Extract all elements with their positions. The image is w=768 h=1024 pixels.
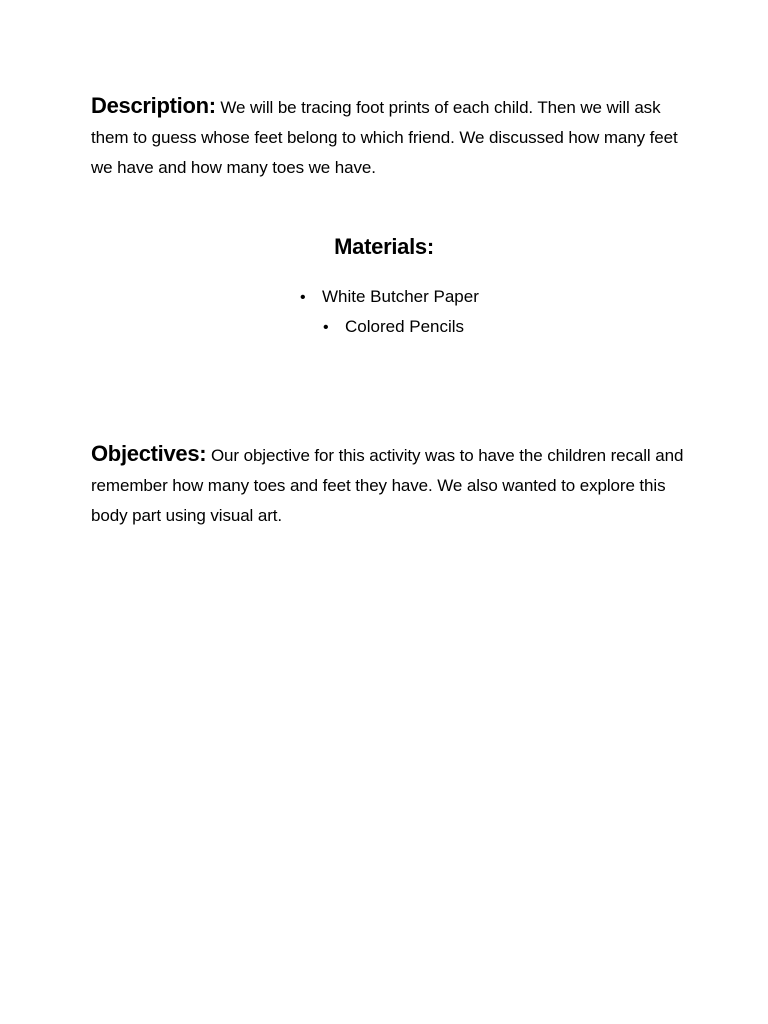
description-text: We will be tracing foot prints of each child. Then we will ask them to guess whose feet belong to which friend. We discussed how many feet we have and how many toes we have. <box>91 98 678 177</box>
objectives-heading: Objectives: <box>91 441 207 466</box>
description-heading: Description: <box>91 93 216 118</box>
materials-heading: Materials: <box>334 234 434 259</box>
material-item-label: Colored Pencils <box>345 317 465 336</box>
description-section <box>91 91 691 183</box>
bullet-icon: • <box>300 289 306 306</box>
objectives-text: Our objective for this activity was to have the children recall and remember how many toes and feet they have. We also wanted to explore this body part using visual art. <box>91 446 684 525</box>
bullet-icon: • <box>323 319 329 336</box>
list-item <box>323 313 464 342</box>
objectives-section <box>91 439 691 531</box>
material-item-label: White Butcher Paper <box>322 287 479 306</box>
list-item <box>300 283 479 312</box>
